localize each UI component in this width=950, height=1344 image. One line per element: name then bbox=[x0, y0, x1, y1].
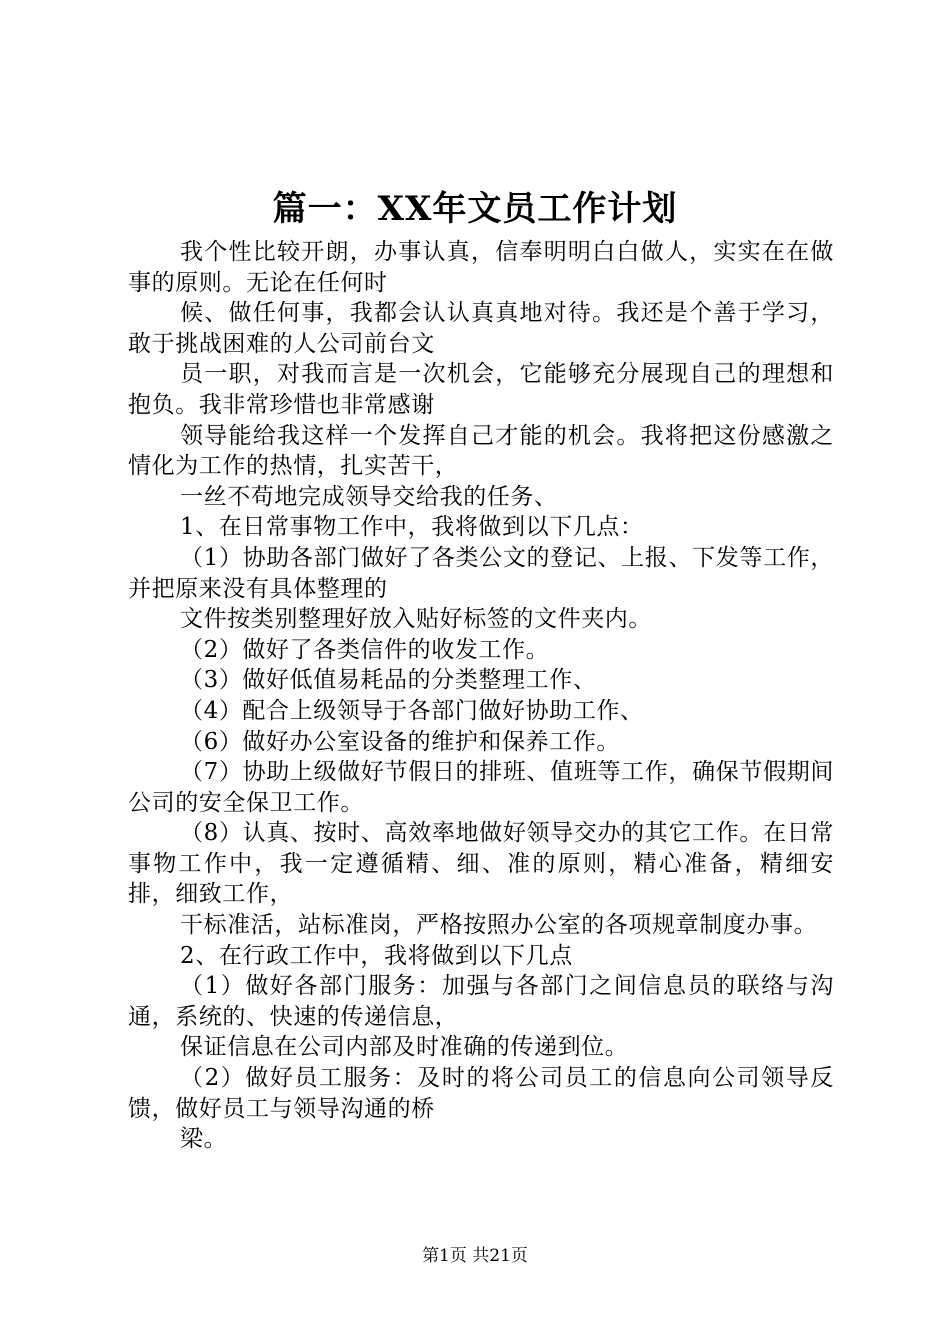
paragraph: 一丝不苟地完成领导交给我的任务、 bbox=[180, 483, 558, 510]
paragraph: 领导能给我这样一个发挥自己才能的机会。我将把这份感激之情化为工作的热情，扎实苦干， bbox=[128, 422, 834, 480]
document-body bbox=[128, 237, 834, 1155]
paragraph: （6）做好办公室设备的维护和保养工作。 bbox=[180, 728, 621, 755]
page-number-footer: 第1页 共21页 bbox=[422, 1246, 528, 1266]
paragraph: 1、在日常事物工作中，我将做到以下几点： bbox=[180, 514, 644, 541]
paragraph: （8）认真、按时、高效率地做好领导交办的其它工作。在日常事物工作中，我一定遵循精、细、准的原则，精心准备，精细安排，细致工作， bbox=[128, 820, 834, 908]
paragraph: 文件按类别整理好放入贴好标签的文件夹内。 bbox=[180, 606, 652, 633]
paragraph: 候、做任何事，我都会认认真真地对待。我还是个善于学习，敢于挑战困难的人公司前台文 bbox=[128, 300, 834, 357]
paragraph: （7）协助上级做好节假日的排班、值班等工作，确保节假期间公司的安全保卫工作。 bbox=[128, 759, 834, 816]
paragraph: 员一职，对我而言是一次机会，它能够充分展现自己的理想和抱负。我非常珍惜也非常感谢 bbox=[128, 361, 834, 418]
paragraph: （2）做好员工服务：及时的将公司员工的信息向公司领导反馈，做好员工与领导沟通的桥 bbox=[128, 1065, 834, 1122]
document-title: 篇一：XX年文员工作计划 bbox=[272, 189, 678, 229]
paragraph: 干标准活，站标准岗，严格按照办公室的各项规章制度办事。 bbox=[180, 912, 818, 939]
paragraph: （2）做好了各类信件的收发工作。 bbox=[180, 636, 550, 663]
paragraph: 梁。 bbox=[180, 1126, 228, 1153]
paragraph: （3）做好低值易耗品的分类整理工作、 bbox=[180, 667, 597, 694]
paragraph: （1）做好各部门服务：加强与各部门之间信息员的联络与沟通，系统的、快速的传递信息， bbox=[128, 973, 834, 1030]
paragraph: （4）配合上级领导于各部门做好协助工作、 bbox=[180, 697, 644, 724]
paragraph: 我个性比较开朗，办事认真，信奉明明白白做人，实实在在做事的原则。无论在任何时 bbox=[128, 239, 834, 296]
paragraph: 保证信息在公司内部及时准确的传递到位。 bbox=[180, 1034, 629, 1061]
paragraph: 2、在行政工作中，我将做到以下几点 bbox=[180, 942, 573, 969]
paragraph: （1）协助各部门做好了各类公文的登记、上报、下发等工作，并把原来没有具体整理的 bbox=[128, 544, 834, 602]
